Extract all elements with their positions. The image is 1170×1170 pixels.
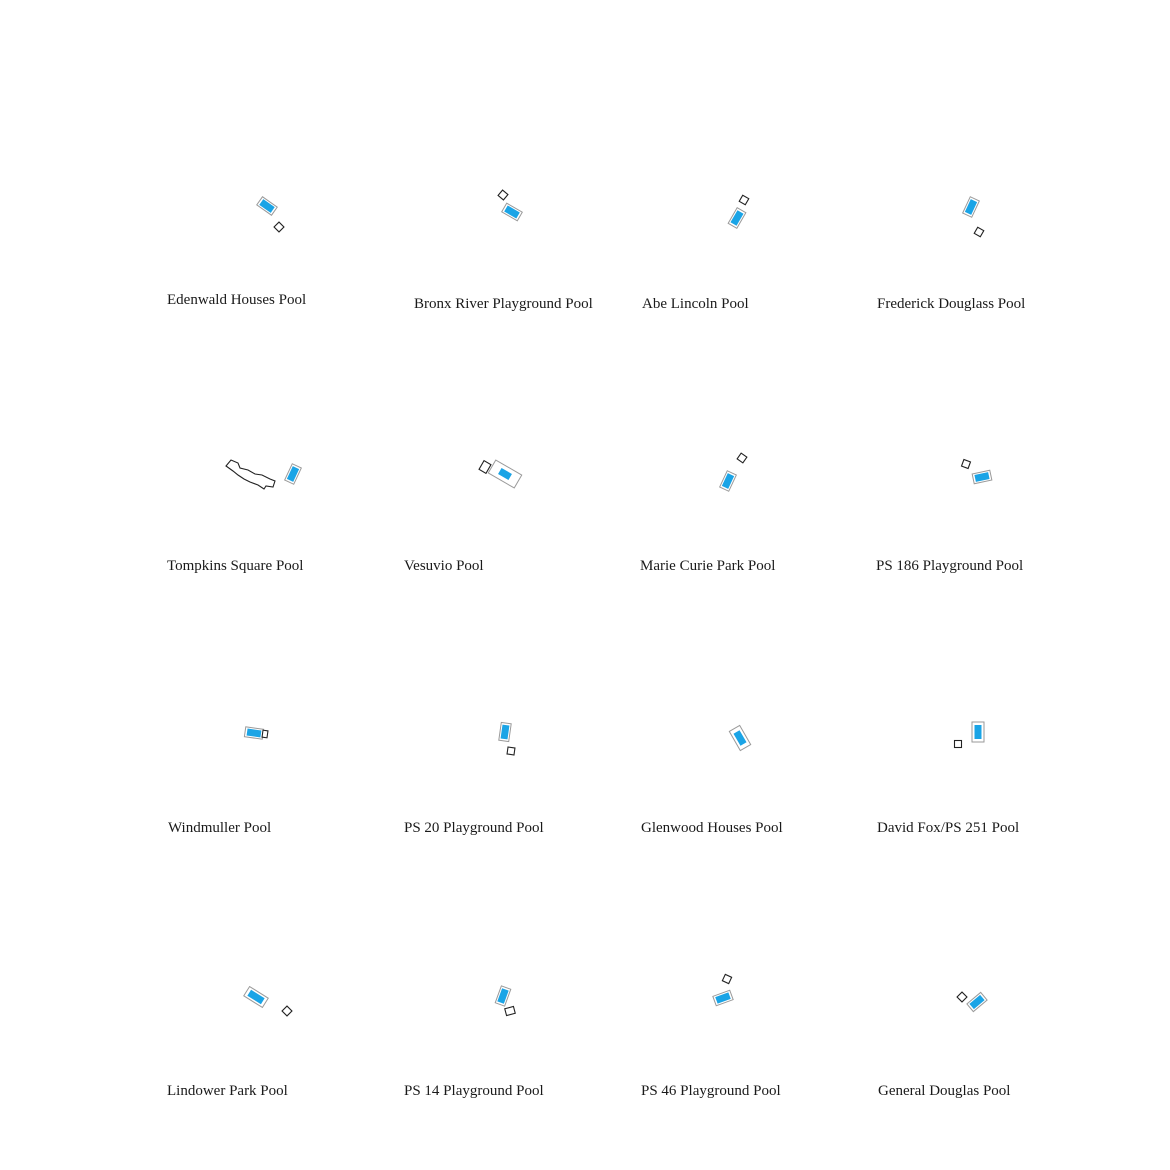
pool-label-frederick-douglass: Frederick Douglass Pool: [877, 296, 1026, 312]
pool-label-ps-46-playground: PS 46 Playground Pool: [641, 1083, 781, 1099]
building-footprint: [507, 747, 515, 755]
pool-water: [498, 468, 512, 480]
pool-plan-glenwood-houses: [729, 725, 750, 750]
pool-plan-ps-46-playground: [713, 974, 733, 1005]
pool-label-vesuvio: Vesuvio Pool: [404, 558, 484, 574]
pool-plan-ps-20-playground: [499, 722, 515, 755]
pool-water: [287, 466, 299, 482]
building-footprint: [722, 974, 731, 983]
building-footprint: [262, 730, 268, 738]
pool-label-general-douglas: General Douglas Pool: [878, 1083, 1011, 1099]
pool-label-ps-186-playground: PS 186 Playground Pool: [876, 558, 1024, 574]
building-footprint: [739, 195, 749, 205]
building-footprint: [955, 741, 962, 748]
pool-water: [504, 205, 520, 218]
pool-plan-abe-lincoln: [728, 195, 749, 228]
pool-plan-david-fox-ps-251: [955, 722, 985, 748]
pool-plan-ps-14-playground: [495, 986, 515, 1016]
building-footprint: [505, 1006, 516, 1015]
building-footprint: [274, 222, 284, 232]
building-footprint: [282, 1006, 292, 1016]
pool-label-marie-curie-park: Marie Curie Park Pool: [640, 558, 776, 574]
pool-label-abe-lincoln: Abe Lincoln Pool: [642, 296, 749, 312]
pool-label-edenwald-houses: Edenwald Houses Pool: [167, 292, 307, 308]
pool-plan-general-douglas: [957, 992, 987, 1012]
pool-plan-windmuller: [244, 727, 268, 739]
pool-plan-ps-186-playground: [962, 460, 992, 484]
building-footprint: [974, 227, 984, 237]
pool-label-lindower-park: Lindower Park Pool: [167, 1083, 288, 1099]
pool-water: [247, 990, 264, 1004]
building-footprint: [962, 460, 971, 469]
pool-plan-lindower-park: [244, 987, 292, 1016]
pool-water: [974, 472, 989, 482]
pool-label-ps-20-playground: PS 20 Playground Pool: [404, 820, 544, 836]
pool-water: [975, 725, 982, 739]
pool-plan-marie-curie-park: [720, 453, 747, 491]
pool-label-glenwood-houses: Glenwood Houses Pool: [641, 820, 783, 836]
building-footprint: [498, 190, 508, 200]
pool-plan-edenwald-houses: [257, 197, 284, 232]
pool-water: [969, 995, 984, 1009]
pool-water: [247, 729, 262, 738]
pool-plan-tompkins-square: [226, 460, 301, 489]
pool-water: [501, 725, 510, 740]
building-footprint: [957, 992, 967, 1002]
pool-water: [730, 210, 743, 226]
pool-plan-vesuvio: [479, 460, 522, 488]
pool-label-ps-14-playground: PS 14 Playground Pool: [404, 1083, 544, 1099]
pool-label-david-fox-ps-251: David Fox/PS 251 Pool: [877, 820, 1020, 836]
pool-water: [715, 992, 731, 1003]
pool-water: [497, 988, 508, 1004]
pool-label-tompkins-square: Tompkins Square Pool: [167, 558, 304, 574]
pool-water: [722, 473, 734, 489]
pool-label-bronx-river-playground: Bronx River Playground Pool: [414, 296, 593, 312]
building-footprint: [226, 460, 275, 489]
pool-label-windmuller: Windmuller Pool: [168, 820, 272, 836]
pool-water: [259, 199, 274, 213]
pool-water: [965, 199, 977, 215]
pool-plan-bronx-river-playground: [498, 190, 522, 221]
pool-water: [733, 730, 746, 746]
building-footprint: [737, 453, 747, 463]
pool-plan-frederick-douglass: [963, 197, 984, 237]
